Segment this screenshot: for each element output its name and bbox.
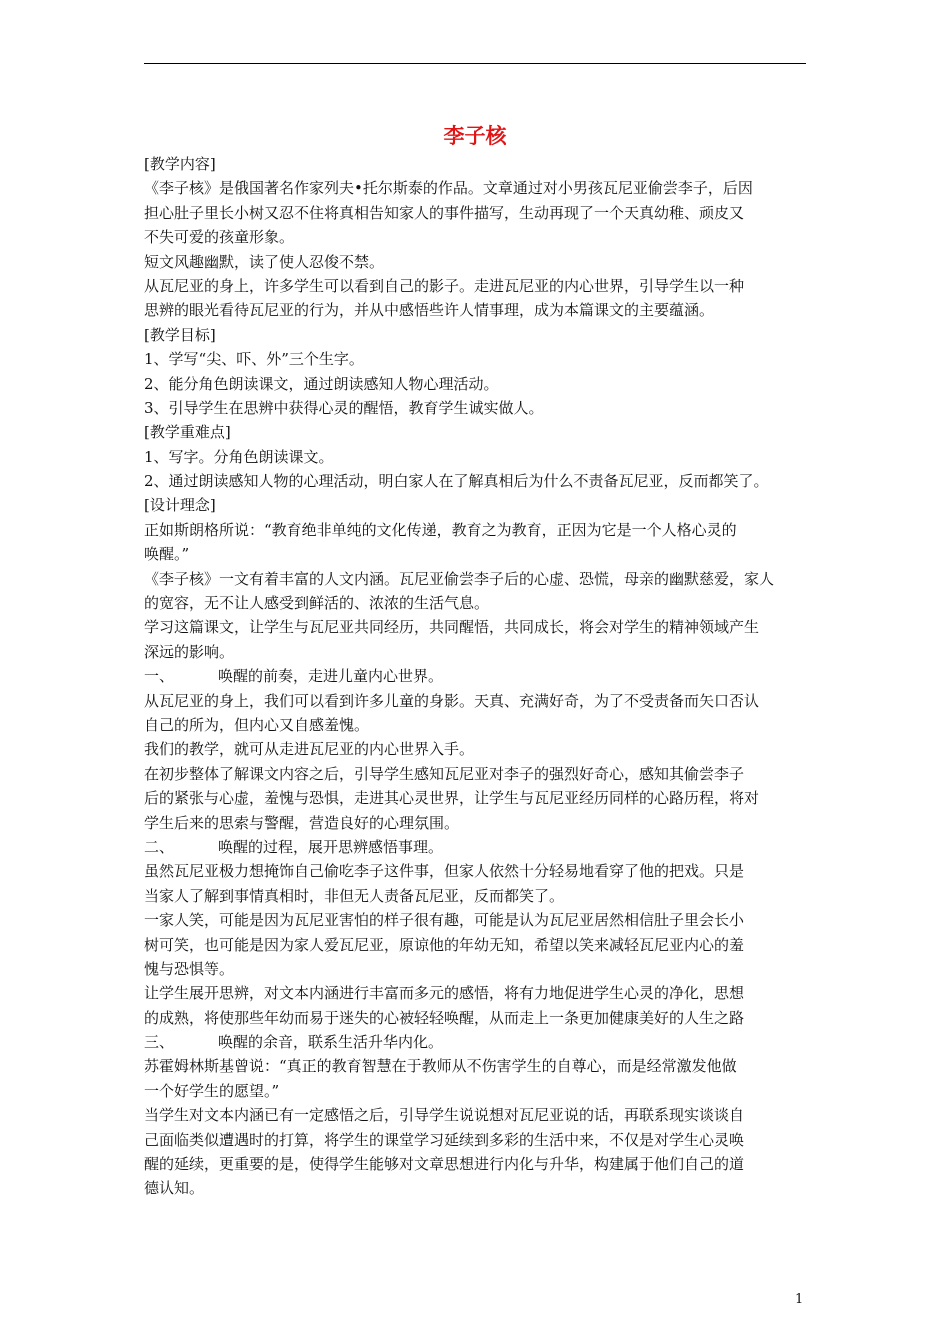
text-line: 德认知。	[144, 1179, 205, 1198]
text-line: 树可笑，也可能是因为家人爱瓦尼亚，原谅他的年幼无知，希望以笑来减轻瓦尼亚内心的羞	[144, 935, 745, 954]
text-line: 3、引导学生在思辨中获得心灵的醒悟，教育学生诚实做人。	[144, 398, 544, 417]
text-line: 让学生展开思辨，对文本内涵进行丰富而多元的感悟，将有力地促进学生心灵的净化，思想	[144, 984, 745, 1003]
document-body	[144, 152, 808, 1201]
text-line: 醒的延续，更重要的是，使得学生能够对文章思想进行内化与升华，构建属于他们自己的道	[144, 1155, 745, 1174]
text-line: 自己的所为，但内心又自感羞愧。	[144, 715, 370, 734]
text-line: 学习这篇课文，让学生与瓦尼亚共同经历，共同醒悟，共同成长，将会对学生的精神领域产生	[144, 618, 760, 637]
text-line: 《李子核》一文有着丰富的人文内涵。瓦尼亚偷尝李子后的心虚、恐慌，母亲的幽默慈爱，家人	[144, 569, 775, 588]
text-line: 1、学写“尖、吓、外”三个生字。	[144, 350, 364, 369]
text-line: 的宽容，无不让人感受到鲜活的、浓浓的生活气息。	[144, 594, 490, 613]
text-line: 当家人了解到事情真相时，非但无人责备瓦尼亚，反而都笑了。	[144, 886, 565, 905]
text-line: 愧与恐惧等。	[144, 959, 235, 978]
text-line: 学生后来的思索与警醒，营造良好的心理氛围。	[144, 813, 460, 832]
text-line: 担心肚子里长小树又忍不住将真相告知家人的事件描写，生动再现了一个天真幼稚、顽皮又	[144, 203, 745, 222]
section-heading-number: 三、	[144, 1033, 175, 1052]
text-line: 从瓦尼亚的身上，许多学生可以看到自己的影子。走进瓦尼亚的内心世界，引导学生以一种	[144, 276, 745, 295]
text-line: [设计理念]	[144, 496, 216, 515]
text-line: 《李子核》是俄国著名作家列夫•托尔斯泰的作品。文章通过对小男孩瓦尼亚偷尝李子，后因	[144, 179, 753, 198]
section-heading-text: 唤醒的余音，联系生活升华内化。	[218, 1033, 444, 1052]
text-line: 后的紧张与心虚，羞愧与恐惧，走进其心灵世界，让学生与瓦尼亚经历同样的心路历程，将对	[144, 789, 760, 808]
text-line: 短文风趣幽默，读了使人忍俊不禁。	[144, 252, 385, 271]
text-line: 1、写字。分角色朗读课文。	[144, 447, 334, 466]
section-heading	[144, 1030, 808, 1054]
text-line: 一个好学生的愿望。”	[144, 1081, 280, 1100]
text-line: 深远的影响。	[144, 642, 235, 661]
text-line: [教学目标]	[144, 325, 216, 344]
text-line: 一家人笑，可能是因为瓦尼亚害怕的样子很有趣，可能是认为瓦尼亚居然相信肚子里会长小	[144, 911, 745, 930]
section-heading-number: 二、	[144, 837, 175, 856]
text-line: 唤醒。”	[144, 545, 190, 564]
section-heading-text: 唤醒的过程，展开思辨感悟事理。	[218, 837, 444, 856]
text-line: 2、能分角色朗读课文，通过朗读感知人物心理活动。	[144, 374, 499, 393]
text-line: 不失可爱的孩童形象。	[144, 228, 295, 247]
section-heading	[144, 835, 808, 859]
text-line: 在初步整体了解课文内容之后，引导学生感知瓦尼亚对李子的强烈好奇心，感知其偷尝李子	[144, 764, 745, 783]
text-line: [教学重难点]	[144, 423, 231, 442]
text-line: 从瓦尼亚的身上，我们可以看到许多儿童的身影。天真、充满好奇，为了不受责备而矢口否认	[144, 691, 760, 710]
text-line: [教学内容]	[144, 155, 216, 173]
section-heading-number: 一、	[144, 667, 175, 686]
text-line: 当学生对文本内涵已有一定感悟之后，引导学生说说想对瓦尼亚说的话，再联系现实谈谈自	[144, 1106, 745, 1125]
text-line: 的成熟，将使那些年幼而易于迷失的心被轻轻唤醒，从而走上一条更加健康美好的人生之路	[144, 1008, 745, 1027]
section-heading-text: 唤醒的前奏，走进儿童内心世界。	[218, 667, 444, 686]
text-line: 苏霍姆林斯基曾说：“真正的教育智慧在于教师从不伤害学生的自尊心，而是经常激发他做	[144, 1057, 737, 1076]
text-line: 我们的教学，就可从走进瓦尼亚的内心世界入手。	[144, 740, 475, 759]
text-line: 正如斯朗格所说：“教育绝非单纯的文化传递，教育之为教育，正因为它是一个人格心灵的	[144, 520, 737, 539]
page-number: 1	[795, 1292, 804, 1307]
document-title: 李子核	[443, 124, 507, 148]
text-line: 己面临类似遭遇时的打算，将学生的课堂学习延续到多彩的生活中来，不仅是对学生心灵唤	[144, 1130, 745, 1149]
section-heading	[144, 664, 808, 688]
text-line: 2、通过朗读感知人物的心理活动，明白家人在了解真相后为什么不责备瓦尼亚，反而都笑了。	[144, 472, 769, 491]
text-line: 思辨的眼光看待瓦尼亚的行为，并从中感悟些许人情事理，成为本篇课文的主要蕴涵。	[144, 301, 715, 320]
header-rule	[144, 63, 806, 64]
text-line: 虽然瓦尼亚极力想掩饰自己偷吃李子这件事，但家人依然十分轻易地看穿了他的把戏。只是	[144, 862, 745, 881]
